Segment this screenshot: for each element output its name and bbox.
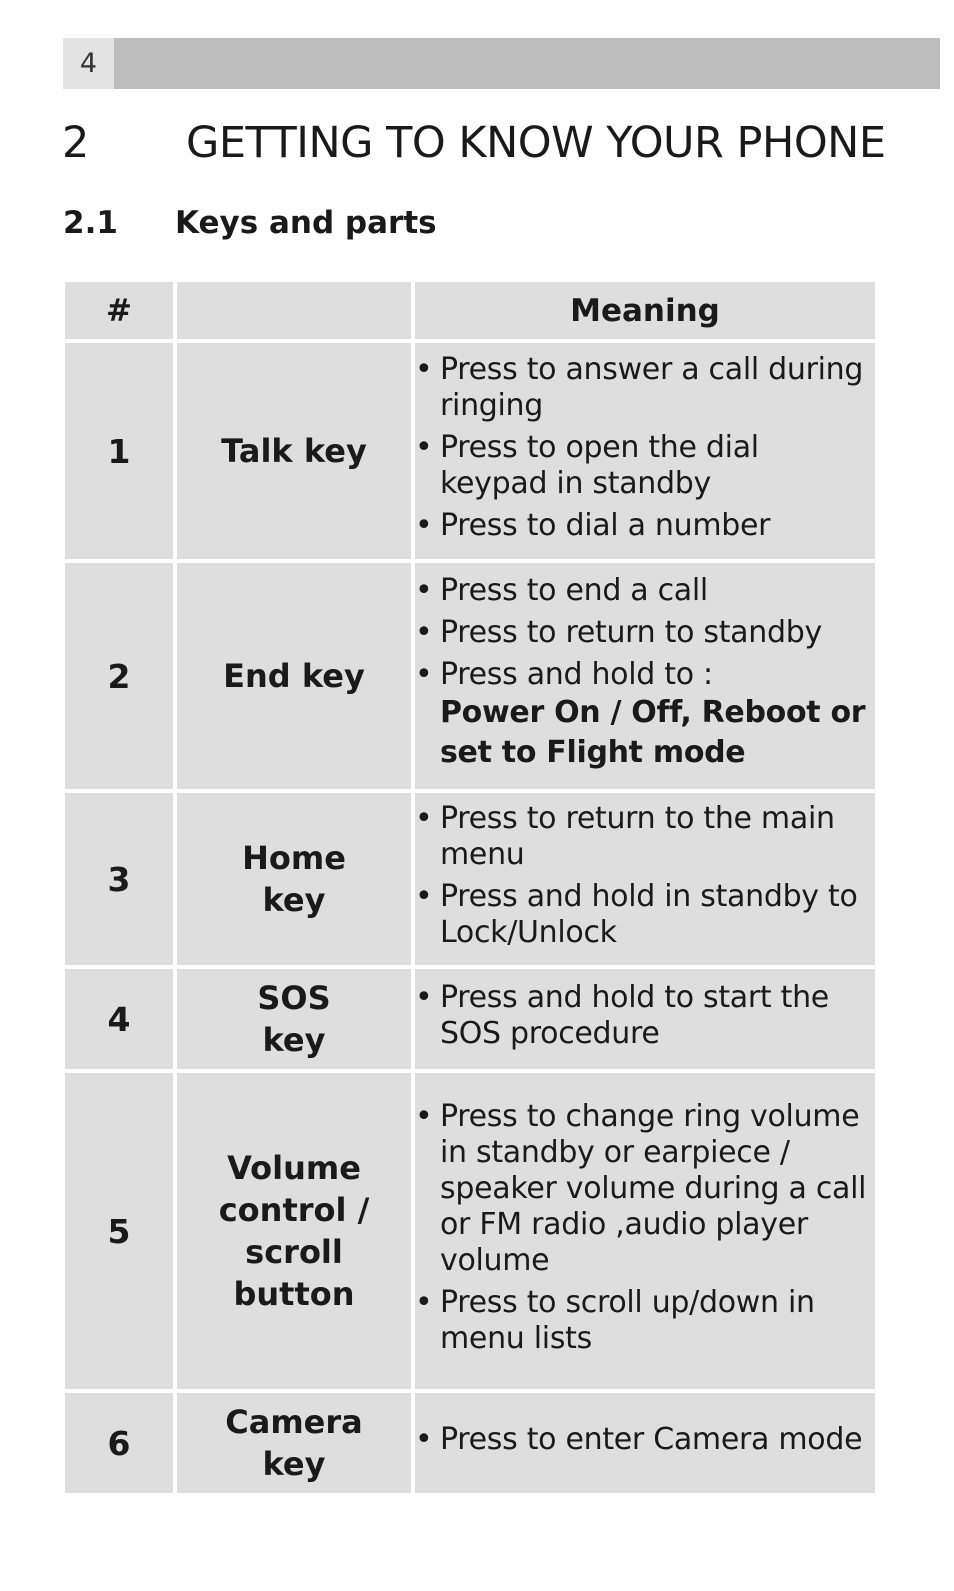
table-row (65, 343, 875, 559)
key-name (177, 1393, 411, 1493)
meaning-item: • Press to end a call (415, 573, 875, 609)
column-header-meaning: Meaning (415, 282, 875, 339)
key-name (177, 793, 411, 965)
section-number: 2.1 (63, 205, 118, 241)
key-name-text: SOS key (257, 979, 331, 1059)
key-meaning (415, 343, 875, 559)
key-meaning (415, 793, 875, 965)
table-row (65, 793, 875, 965)
key-name-text: Home key (242, 839, 346, 919)
key-name (177, 1073, 411, 1389)
meaning-item-bold: Power On / Off, Reboot or set to Flight mode (440, 695, 866, 770)
row-number: 2 (65, 563, 173, 789)
key-name (177, 969, 411, 1069)
meaning-item: • Press and hold in standby to Lock/Unlock (415, 879, 875, 951)
meaning-item: • Press to open the dial keypad in standby (415, 430, 875, 502)
key-name-text: Volume control / scroll button (218, 1149, 370, 1313)
chapter-heading (62, 118, 886, 168)
section-title: Keys and parts (175, 205, 437, 241)
key-name-text: Camera key (225, 1403, 363, 1483)
meaning-item: • Press to return to standby (415, 615, 875, 651)
meaning-item: • Press to return to the main menu (415, 801, 875, 873)
meaning-item: • Press to enter Camera mode (415, 1422, 875, 1458)
key-meaning (415, 563, 875, 789)
row-number: 6 (65, 1393, 173, 1493)
column-header-number: # (65, 282, 173, 339)
meaning-item: • Press to dial a number (415, 508, 875, 544)
chapter-title: GETTING TO KNOW YOUR PHONE (186, 118, 886, 168)
column-header-name (177, 282, 411, 339)
row-number: 3 (65, 793, 173, 965)
meaning-item: • Press to scroll up/down in menu lists (415, 1285, 875, 1357)
key-meaning (415, 969, 875, 1069)
meaning-item: • Press to change ring volume in standby or earpiece / speaker volume during a call or FM radio ,audio player volume (415, 1099, 875, 1279)
table-header-row (65, 282, 875, 339)
row-number: 1 (65, 343, 173, 559)
key-meaning (415, 1073, 875, 1389)
table-row (65, 563, 875, 789)
key-name: Talk key (177, 343, 411, 559)
section-heading (63, 205, 437, 241)
row-number: 5 (65, 1073, 173, 1389)
row-number: 4 (65, 969, 173, 1069)
table-row (65, 969, 875, 1069)
keys-table (61, 278, 879, 1497)
key-name: End key (177, 563, 411, 789)
table-row (65, 1073, 875, 1389)
table-row (65, 1393, 875, 1493)
meaning-item: • Press and hold to start the SOS procedure (415, 980, 875, 1052)
key-meaning (415, 1393, 875, 1493)
chapter-number: 2 (62, 118, 89, 168)
meaning-item-text: Press and hold to : (440, 657, 713, 692)
page-header-bar (63, 38, 940, 89)
meaning-item (415, 657, 875, 773)
meaning-item: • Press to answer a call during ringing (415, 352, 875, 424)
page-number: 4 (63, 38, 114, 89)
